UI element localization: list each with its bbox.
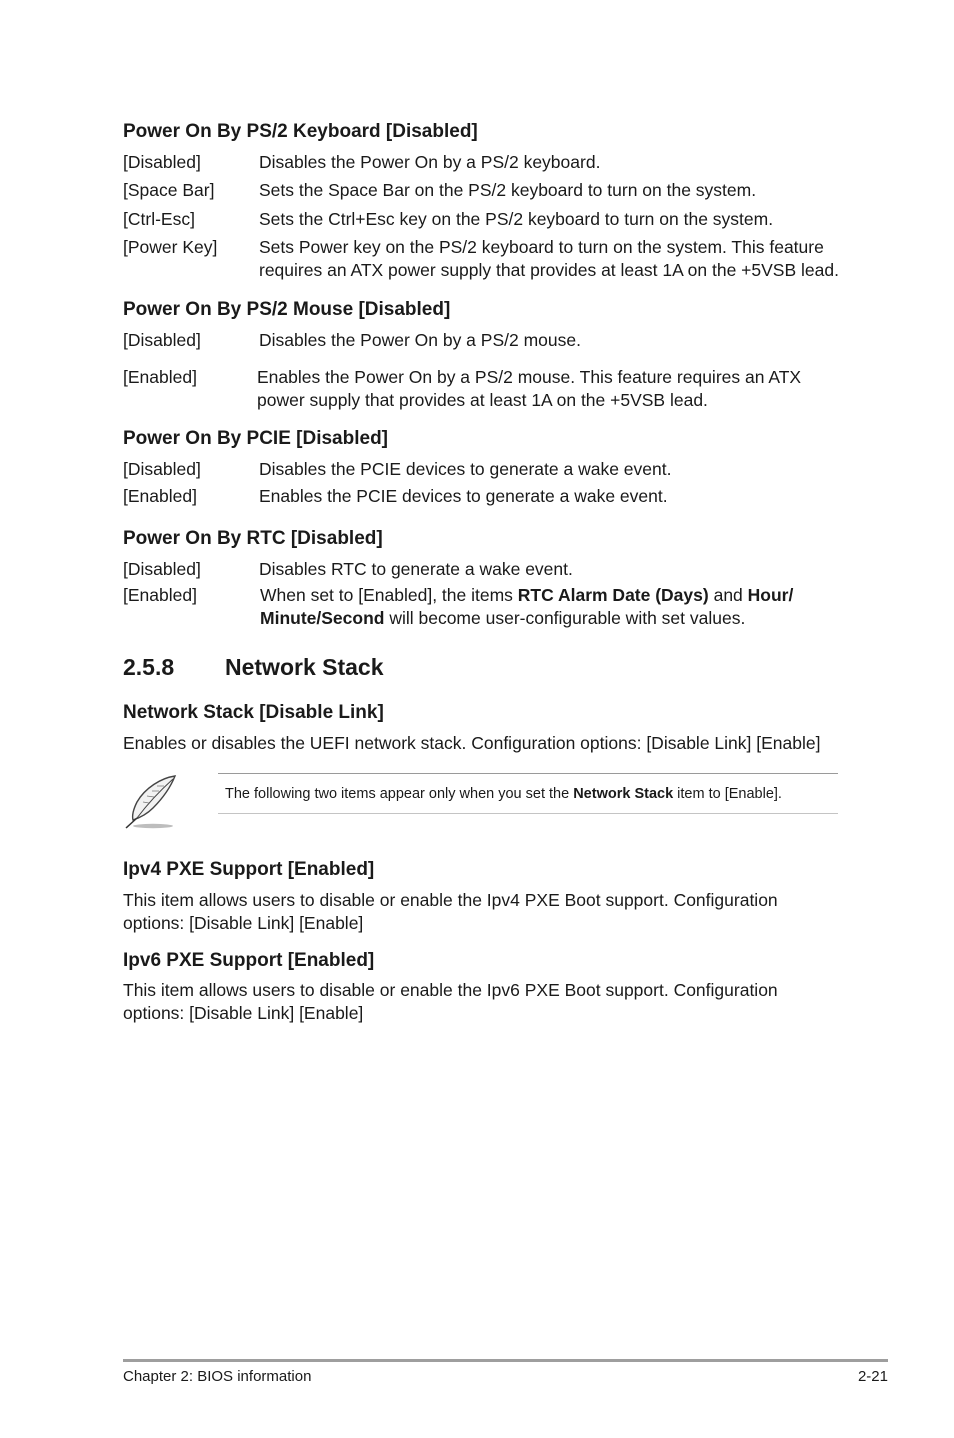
netstack-heading: Network Stack [Disable Link] — [123, 702, 384, 723]
footer-rule — [123, 1359, 888, 1362]
ipv4-text-line: This item allows users to disable or enable the Ipv4 PXE Boot support. Configuration — [123, 890, 778, 910]
option-label: [Enabled] — [123, 486, 197, 506]
netstack-text: Enables or disables the UEFI network stack. Configuration options: [Disable Link] [Enable] — [123, 733, 821, 753]
ipv6-heading: Ipv6 PXE Support [Enabled] — [123, 950, 375, 971]
option-desc: Sets Power key on the PS/2 keyboard to turn on the system. This feature — [259, 237, 824, 257]
note-text — [225, 786, 782, 803]
option-desc: requires an ATX power supply that provides at least 1A on the +5VSB lead. — [259, 260, 839, 280]
kbd-heading: Power On By PS/2 Keyboard [Disabled] — [123, 121, 478, 142]
option-label: [Enabled] — [123, 585, 197, 605]
option-label: [Disabled] — [123, 559, 201, 579]
option-label: [Power Key] — [123, 237, 218, 257]
desc-text: and — [708, 585, 748, 605]
option-label: [Disabled] — [123, 330, 201, 350]
option-label: [Ctrl-Esc] — [123, 209, 195, 229]
ipv6-text-line: options: [Disable Link] [Enable] — [123, 1003, 364, 1023]
section-heading — [123, 654, 384, 680]
footer-chapter: Chapter 2: BIOS information — [123, 1368, 312, 1385]
pcie-heading: Power On By PCIE [Disabled] — [123, 428, 388, 449]
option-desc: Disables the Power On by a PS/2 mouse. — [259, 330, 581, 350]
option-label: [Space Bar] — [123, 180, 215, 200]
desc-bold-item: Minute/Second — [260, 608, 385, 628]
option-desc: Disables the Power On by a PS/2 keyboard. — [259, 152, 601, 172]
option-desc: Enables the Power On by a PS/2 mouse. This feature requires an ATX — [257, 367, 802, 387]
section-number: 2.5.8 — [123, 654, 175, 680]
desc-text: When set to [Enabled], the items — [260, 585, 518, 605]
option-desc: power supply that provides at least 1A on the +5VSB lead. — [257, 390, 708, 410]
option-label: [Enabled] — [123, 367, 197, 387]
desc-bold-item: RTC Alarm Date (Days) — [517, 585, 709, 605]
section-title: Network Stack — [225, 654, 384, 680]
option-desc — [260, 584, 793, 607]
option-label: [Disabled] — [123, 152, 201, 172]
ipv4-text-line: options: [Disable Link] [Enable] — [123, 913, 364, 933]
option-label: [Disabled] — [123, 459, 201, 479]
desc-text: will become user-configurable with set values. — [384, 608, 746, 628]
note-box — [218, 773, 838, 814]
option-desc: Sets the Space Bar on the PS/2 keyboard to turn on the system. — [259, 180, 757, 200]
note-text-part: item to [Enable]. — [673, 786, 782, 802]
mouse-heading: Power On By PS/2 Mouse [Disabled] — [123, 299, 451, 320]
option-desc: Sets the Ctrl+Esc key on the PS/2 keyboard to turn on the system. — [259, 209, 774, 229]
note-bold-term: Network Stack — [573, 786, 674, 802]
footer-page-number: 2-21 — [857, 1368, 888, 1385]
rtc-heading: Power On By RTC [Disabled] — [123, 528, 383, 549]
option-desc — [260, 607, 745, 630]
option-desc: Disables RTC to generate a wake event. — [259, 559, 573, 579]
note-text-part: The following two items appear only when you set the — [225, 786, 574, 802]
ipv4-heading: Ipv4 PXE Support [Enabled] — [123, 859, 375, 880]
feather-pen-icon — [123, 772, 181, 830]
option-desc: Disables the PCIE devices to generate a wake event. — [259, 459, 672, 479]
option-desc: Enables the PCIE devices to generate a wake event. — [259, 486, 668, 506]
desc-bold-item: Hour/ — [747, 585, 794, 605]
ipv6-text-line: This item allows users to disable or enable the Ipv6 PXE Boot support. Configuration — [123, 980, 778, 1000]
